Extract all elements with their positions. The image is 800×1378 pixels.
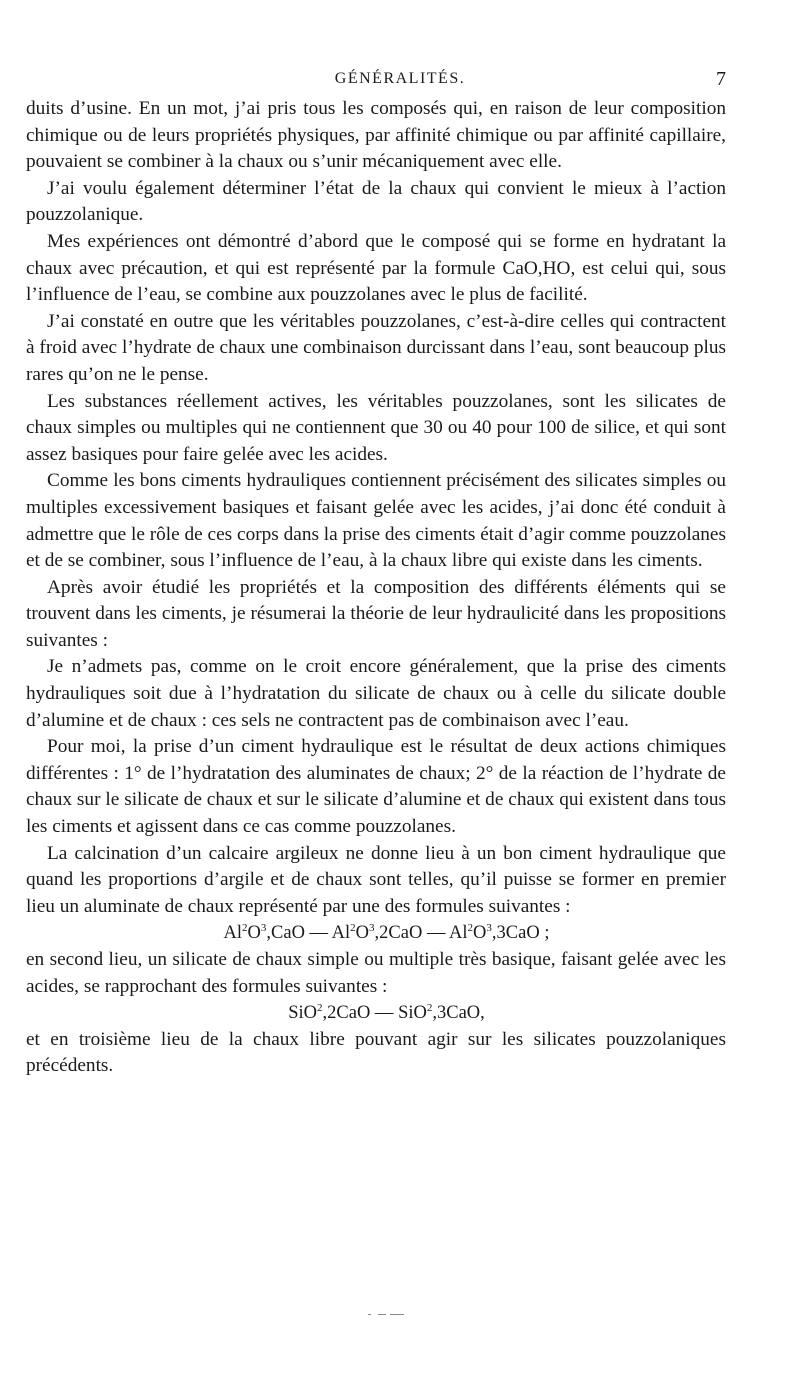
- paragraph: et en troisième lieu de la chaux libre pouvant agir sur les silicates pouzzolaniques précédents.: [26, 1028, 726, 1077]
- paragraph: Après avoir étudié les propriétés et la composition des différents éléments qui se trouvent dans les ciments, je résumerai la théorie de leur hydraulicité dans les propositions suivantes :: [26, 576, 726, 651]
- body-text: [26, 96, 726, 1080]
- paragraph: Pour moi, la prise d’un ciment hydraulique est le résultat de deux actions chimiques différentes : 1° de l’hydratation des aluminates de chaux; 2° de la réaction de l’hydrate de chaux sur le silicate de chaux et sur le silicate d’alumine et de chaux qui existent dans tous les ciments et agissent dans ce cas comme pouzzolanes.: [26, 736, 726, 838]
- footer-printer-mark: [360, 1312, 420, 1318]
- paragraph: Les substances réellement actives, les véritables pouzzolanes, sont les silicates de chaux simples ou multiples qui ne contiennent que 30 ou 40 pour 100 de silice, et qui sont assez basiques pour faire gelée avec les acides.: [26, 390, 726, 465]
- paragraph: Comme les bons ciments hydrauliques contiennent précisément des silicates simples ou multiples excessivement basiques et faisant gelée avec les acides, j’ai donc été conduit à admettre que le rôle de ces corps dans la prise des ciments était d’agir comme pouzzolanes et de se combiner, sous l’influence de l’eau, à la chaux libre qui existe dans les ciments.: [26, 470, 726, 572]
- paragraph: duits d’usine. En un mot, j’ai pris tous les composés qui, en raison de leur composition chimique ou de leurs propriétés physiques, par affinité chimique ou par affinité capillaire, pouvaient se combiner à la chaux ou s’unir mécaniquement avec elle.: [26, 98, 726, 173]
- paragraph: Mes expériences ont démontré d’abord que le composé qui se forme en hydratant la chaux avec précaution, et qui est représenté par la formule CaO,HO, est celui qui, sous l’influence de l’eau, se combine aux pouzzolanes avec le plus de facilité.: [26, 230, 726, 306]
- formula-aluminates: $Al^2O^3,CaO$ — $Al^2O^3,2CaO$ — $Al^2O^3,3CaO$ ;: [223, 922, 550, 944]
- formula-silicates: SiO$^2$,2CaO — SiO$^2$,3CaO,: [288, 1002, 485, 1024]
- paragraph: La calcination d’un calcaire argileux ne donne lieu à un bon ciment hydraulique que quand les proportions d’argile et de chaux sont telles, qu’il puisse se former en premier lieu un aluminate de chaux représenté par une des formules suivantes :: [26, 842, 726, 917]
- page-number: 7: [716, 68, 726, 90]
- running-header-title: GÉNÉRALITÉS.: [334, 70, 466, 87]
- paragraph: en second lieu, un silicate de chaux simple ou multiple très basique, faisant gelée avec les acides, se rapprochant des formules suivantes :: [26, 949, 726, 997]
- paragraph: Je n’admets pas, comme on le croit encore généralement, que la prise des ciments hydrauliques soit due à l’hydratation du silicate de chaux ou à celle du silicate double d’alumine et de chaux : ces sels ne contractent pas de combinaison avec l’eau.: [26, 656, 726, 731]
- paragraph: J’ai constaté en outre que les véritables pouzzolanes, c’est-à-dire celles qui contractent à froid avec l’hydrate de chaux une combinaison durcissant dans l’eau, sont beaucoup plus rares qu’on ne le pense.: [26, 310, 726, 385]
- paragraph: J’ai voulu également déterminer l’état de la chaux qui convient le mieux à l’action pouzzolanique.: [26, 177, 726, 226]
